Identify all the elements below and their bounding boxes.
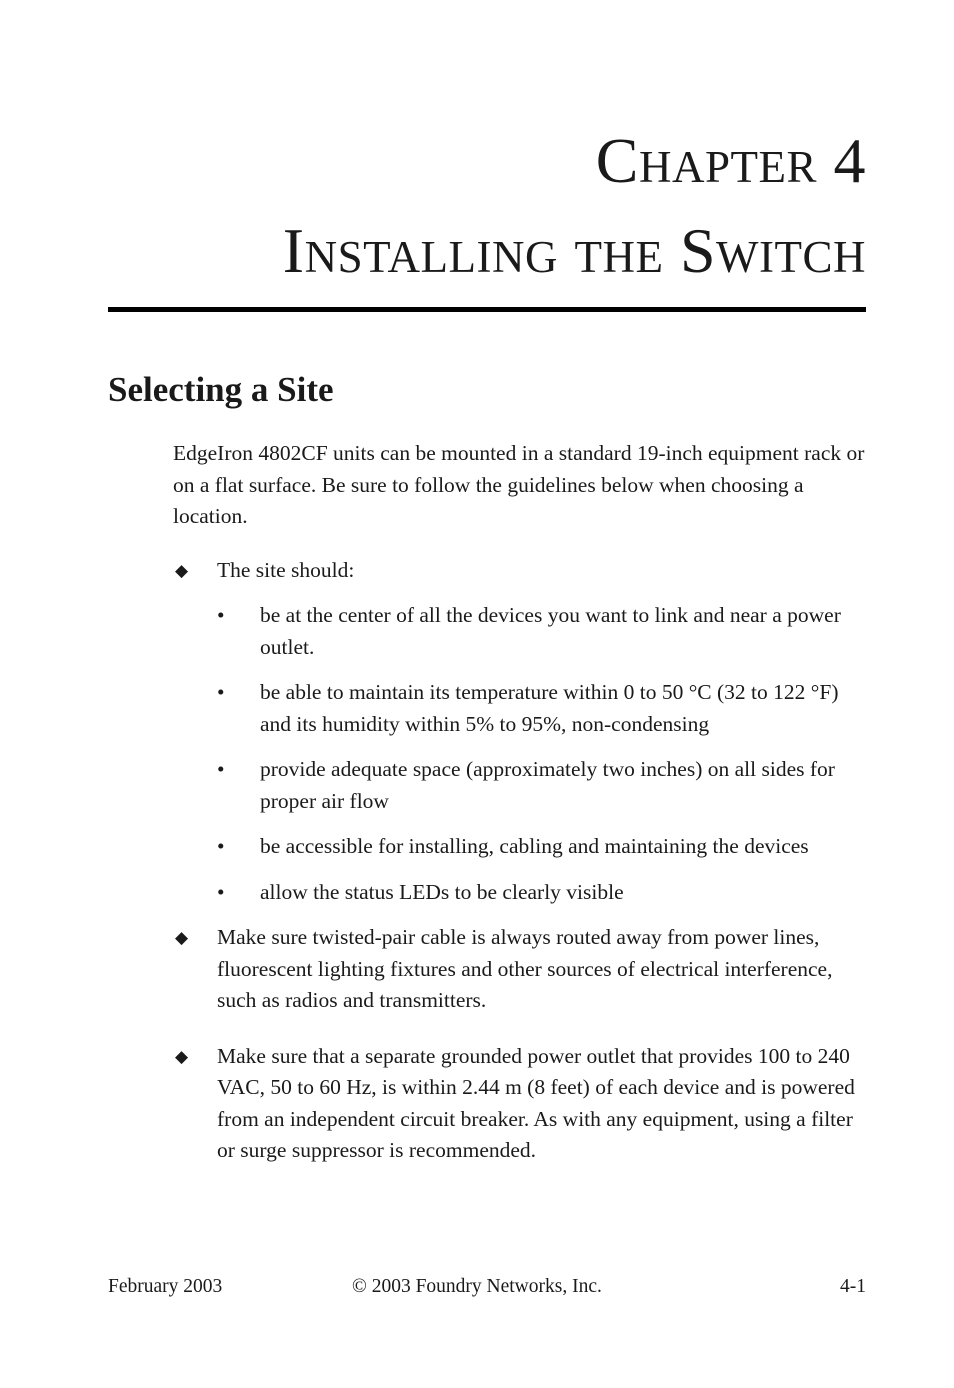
sub-list-item-text: provide adequate space (approximately two inches) on all sides for proper air flow xyxy=(260,757,835,813)
chapter-heading xyxy=(283,116,866,296)
bullet-icon: • xyxy=(217,834,225,858)
diamond-bullet-icon: ◆ xyxy=(175,1046,189,1066)
list-item-text: Make sure that a separate grounded power outlet that provides 100 to 240 VAC, 50 to 60 Hz, is within 2.44 m (8 feet) of each device and is powered from an independent circuit breaker. As with any equipment, using a filter or surge suppressor is recommended. xyxy=(217,1043,855,1162)
list-item-text: The site should: xyxy=(217,557,355,582)
list-item-power-outlet xyxy=(173,1041,868,1167)
sub-list-item-text: allow the status LEDs to be clearly visible xyxy=(260,879,624,904)
footer-date: February 2003 xyxy=(108,1276,223,1297)
diamond-bullet-icon: ◆ xyxy=(175,928,189,947)
sub-list-item xyxy=(173,600,868,663)
bullet-icon: • xyxy=(217,603,225,627)
list-item-cable-routing xyxy=(173,922,868,1017)
chapter-divider xyxy=(108,307,866,312)
sub-list-item xyxy=(173,754,868,817)
sub-list-item xyxy=(173,831,868,863)
bullet-icon: • xyxy=(217,680,225,704)
footer-copyright: © 2003 Foundry Networks, Inc. xyxy=(352,1276,602,1297)
list-item-text: Make sure twisted-pair cable is always routed away from power lines, fluorescent lighting fixtures and other sources of electrical interference, such as radios and transmitters. xyxy=(217,925,833,1012)
intro-paragraph: EdgeIron 4802CF units can be mounted in a standard 19-inch equipment rack or on a flat surface. Be sure to follow the guidelines below when choosing a location. xyxy=(173,441,865,528)
page-number: 4-1 xyxy=(840,1276,866,1297)
bullet-icon: • xyxy=(217,757,225,781)
section-title: Selecting a Site xyxy=(108,370,334,409)
sub-list-item xyxy=(173,677,868,740)
page-footer xyxy=(108,1272,866,1302)
sub-list-item xyxy=(173,877,868,909)
site-requirements-list xyxy=(173,600,868,908)
sub-list-item-text: be accessible for installing, cabling and maintaining the devices xyxy=(260,834,809,858)
sub-list-item-text: be at the center of all the devices you want to link and near a power outlet. xyxy=(260,603,841,659)
section-body xyxy=(173,438,868,1167)
bullet-icon: • xyxy=(217,879,225,904)
diamond-bullet-icon: ◆ xyxy=(175,560,189,580)
chapter-number: Chapter 4 xyxy=(595,125,866,196)
list-item-site-should xyxy=(173,555,868,587)
sub-list-item-text: be able to maintain its temperature within 0 to 50 °C (32 to 122 °F) and its humidity within 5% to 95%, non-condensing xyxy=(260,680,839,736)
chapter-title: Installing the Switch xyxy=(282,215,866,286)
